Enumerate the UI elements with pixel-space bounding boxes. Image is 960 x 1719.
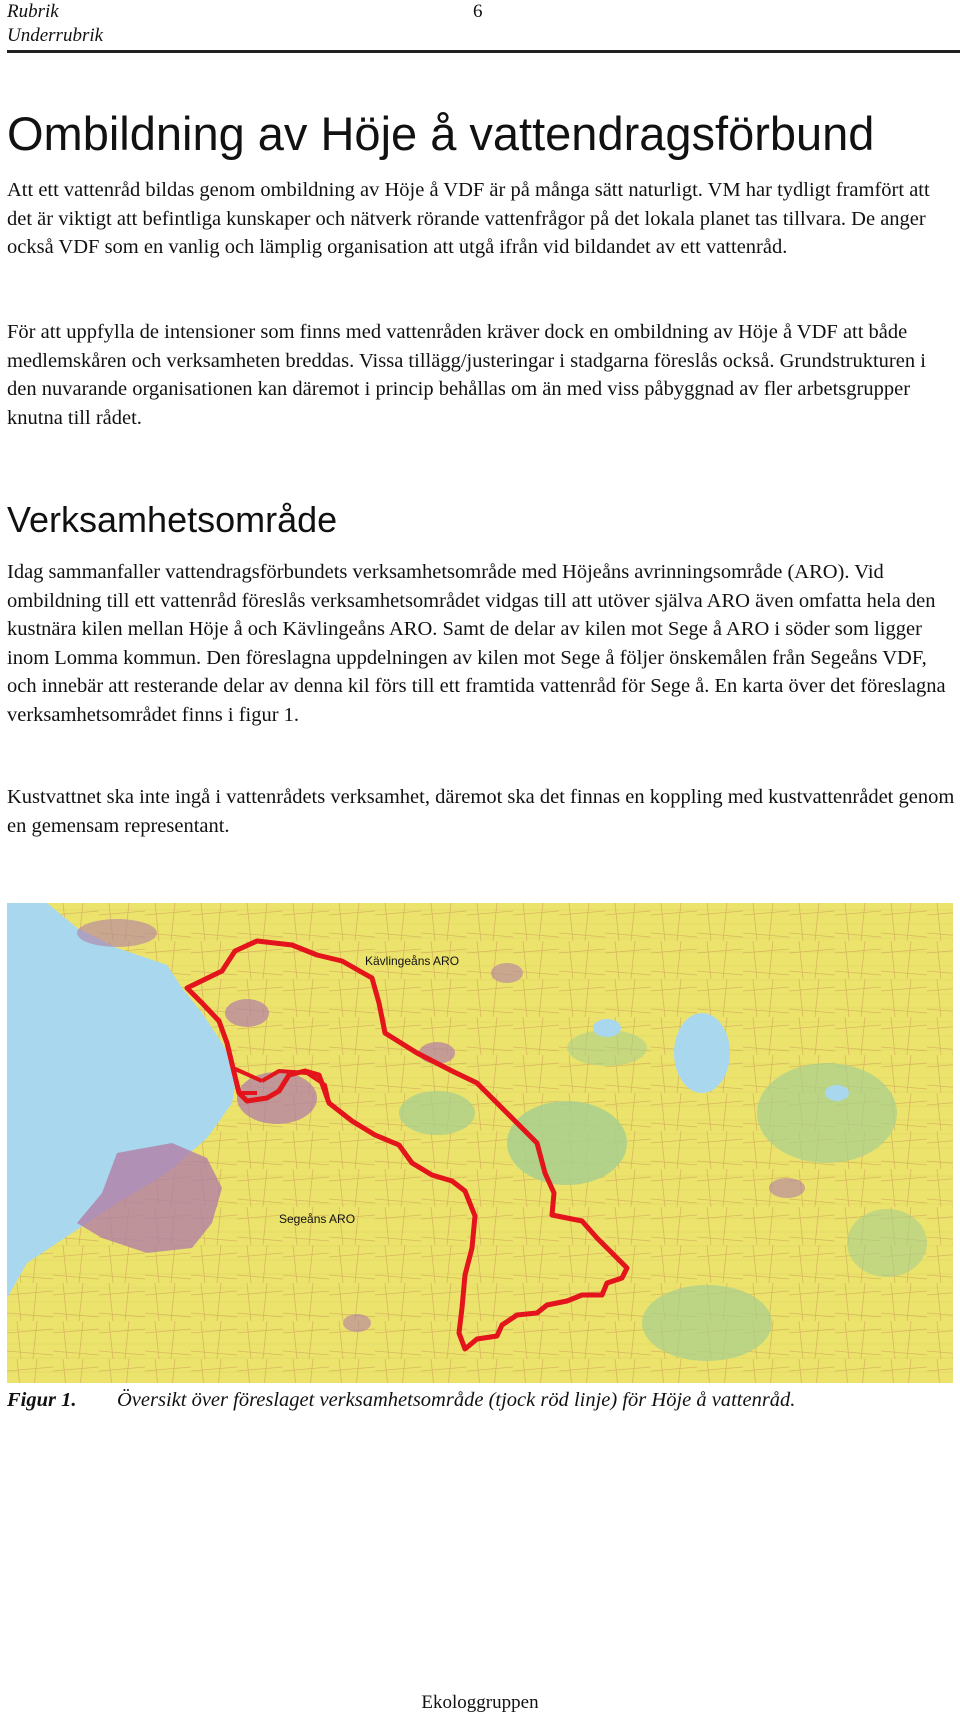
figure-label: Figur 1.	[7, 1389, 77, 1411]
page-number: 6	[473, 1, 483, 22]
paragraph-1: Att ett vattenråd bildas genom ombildning av Höje å VDF är på många sätt naturligt. VM har tydligt framfört att det är viktigt att befintliga kunskaper och nätverk rörande vattenfrågor på det lokala planet tas tillvara. De anger också VDF som en vanlig och lämplig organisation att utgå ifrån vid bildandet av ett vattenråd.	[7, 179, 930, 258]
map-figure	[7, 903, 953, 1383]
running-header	[7, 0, 103, 48]
figure-caption: Översikt över föreslaget verksamhetsområde (tjock röd linje) för Höje å vattenråd.	[117, 1389, 796, 1411]
paragraph-2: För att uppfylla de intensioner som finns med vattenråden kräver dock en ombildning av Höje å VDF att både medlemskåren och verksamheten breddas. Vissa tillägg/justeringar i stadgarna föreslås också. Grundstrukturen i den nuvarande organisationen kan däremot i princip behållas om än med viss påbyggnad av fler arbetsgrupper knutna till rådet.	[7, 321, 926, 429]
section-title-verksamhetsomrade: Verksamhetsområde	[7, 499, 338, 540]
section-title-ombildning: Ombildning av Höje å vattendragsförbund	[7, 107, 875, 160]
map-label-segean: Segeåns ARO	[279, 1212, 356, 1226]
header-underrubrik: Underrubrik	[7, 25, 104, 46]
paragraph-3: Idag sammanfaller vattendragsförbundets verksamhetsområde med Höjeåns avrinningsområde (ARO). Vid ombildning till ett vattenråd föreslås verksamhetsområdet vidgas till att utöver själva ARO även omfatta hela den kustnära kilen mellan Höje å och Kävlingeåns ARO. Samt de delar av kilen mot Sege å ARO i söder som ligger inom Lomma kommun. Den föreslagna uppdelningen av kilen mot Sege å följer önskemålen från Segeåns VDF, och innebär att resterande delar av denna kil förs till ett framtida vattenråd för Sege å. En karta över det föreslagna verksamhetsområdet finns i figur 1.	[7, 561, 946, 726]
header-rule	[7, 50, 960, 53]
map-label-kavlingean: Kävlingeåns ARO	[365, 954, 460, 968]
header-rubrik: Rubrik	[7, 1, 59, 22]
map-lake	[674, 1013, 730, 1093]
map-urban-lund	[237, 1072, 317, 1124]
map-forest	[507, 1101, 627, 1185]
paragraph-4: Kustvattnet ska inte ingå i vattenrådets verksamhet, däremot ska det finnas en koppling med kustvattenrådet genom en gemensam representant.	[7, 786, 955, 837]
footer-text: Ekologgruppen	[421, 1692, 539, 1713]
